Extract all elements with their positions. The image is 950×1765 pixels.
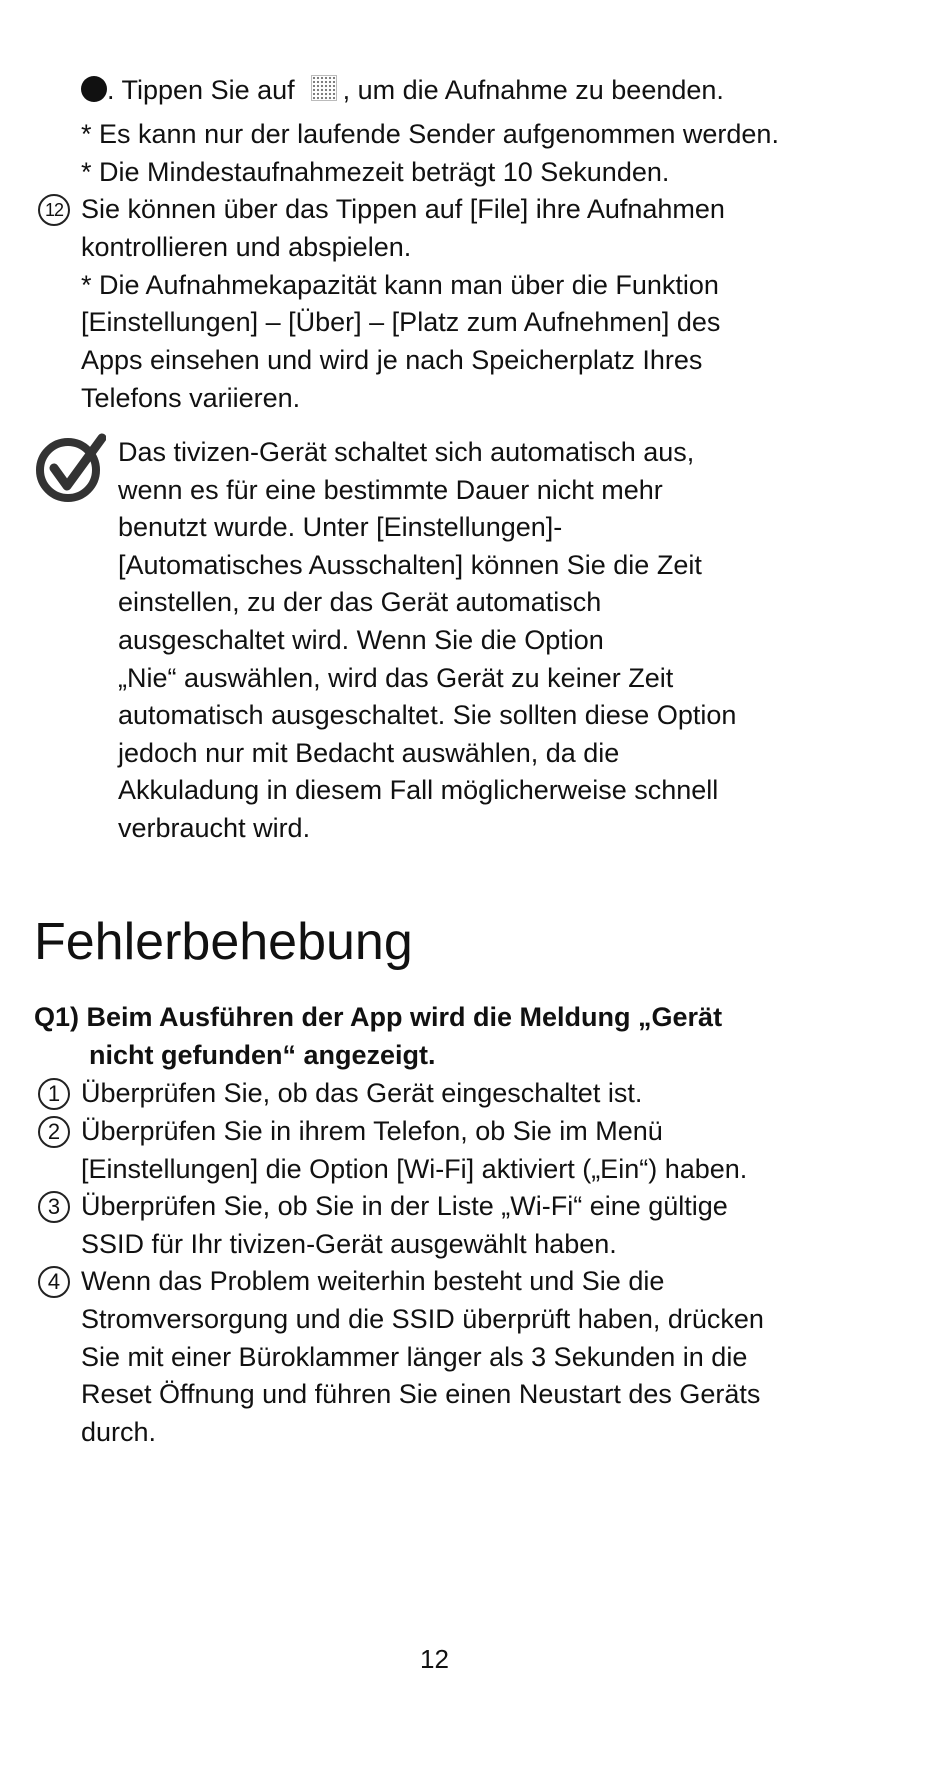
stop-line-text-start: . Tippen Sie auf bbox=[107, 75, 295, 105]
note-box-line: einstellen, zu der das Gerät automatisch bbox=[118, 587, 602, 617]
step-4-line: durch. bbox=[81, 1417, 157, 1447]
checkmark-note-icon bbox=[34, 432, 106, 504]
step-3-line: SSID für Ihr tivizen-Gerät ausgewählt haben. bbox=[81, 1229, 617, 1259]
note-box-line: wenn es für eine bestimmte Dauer nicht mehr bbox=[118, 475, 663, 505]
note-box-line: [Automatisches Ausschalten] können Sie die Zeit bbox=[118, 550, 702, 580]
note-box-line: verbraucht wird. bbox=[118, 813, 311, 843]
note-box-line: automatisch ausgeschaltet. Sie sollten diese Option bbox=[118, 700, 737, 730]
step-4-line: Reset Öffnung und führen Sie einen Neustart des Geräts bbox=[81, 1379, 761, 1409]
record-dot-icon bbox=[81, 76, 107, 102]
step-12-line: Sie können über das Tippen auf [File] ihre Aufnahmen bbox=[81, 194, 725, 224]
section-heading: Fehlerbehebung bbox=[34, 913, 413, 971]
step-4-line: Wenn das Problem weiterhin besteht und Sie die bbox=[81, 1266, 665, 1296]
step-4-number: 4 bbox=[38, 1266, 70, 1298]
step-12-number: 12 bbox=[38, 194, 70, 226]
step-4-line: Sie mit einer Büroklammer länger als 3 Sekunden in die bbox=[81, 1342, 748, 1372]
note-box-line: Das tivizen-Gerät schaltet sich automatisch aus, bbox=[118, 437, 695, 467]
step-12-line: * Die Aufnahmekapazität kann man über die Funktion bbox=[81, 270, 719, 300]
stop-grid-icon bbox=[311, 75, 337, 101]
note-box-line: benutzt wurde. Unter [Einstellungen]- bbox=[118, 512, 563, 542]
note-box-line: „Nie“ auswählen, wird das Gerät zu keiner Zeit bbox=[118, 663, 674, 693]
question-1-line: nicht gefunden“ angezeigt. bbox=[89, 1040, 436, 1070]
note-box-line: jedoch nur mit Bedacht auswählen, da die bbox=[118, 738, 620, 768]
step-1-line: Überprüfen Sie, ob das Gerät eingeschaltet ist. bbox=[81, 1078, 643, 1108]
step-2-line: Überprüfen Sie in ihrem Telefon, ob Sie im Menü bbox=[81, 1116, 663, 1146]
note-live-channel: * Es kann nur der laufende Sender aufgenommen werden. bbox=[81, 119, 779, 149]
step-2-number: 2 bbox=[38, 1116, 70, 1148]
step-4-line: Stromversorgung und die SSID überprüft haben, drücken bbox=[81, 1304, 764, 1334]
step-12-line: [Einstellungen] – [Über] – [Platz zum Aufnehmen] des bbox=[81, 307, 721, 337]
stop-line-text-end: , um die Aufnahme zu beenden. bbox=[342, 75, 724, 105]
page-number: 12 bbox=[420, 1644, 449, 1674]
step-12-line: Apps einsehen und wird je nach Speicherplatz Ihres bbox=[81, 345, 703, 375]
note-box-line: Akkuladung in diesem Fall möglicherweise schnell bbox=[118, 775, 719, 805]
note-box-line: ausgeschaltet wird. Wenn Sie die Option bbox=[118, 625, 604, 655]
stop-recording-line bbox=[81, 72, 724, 109]
step-3-number: 3 bbox=[38, 1191, 70, 1223]
step-12-line: Telefons variieren. bbox=[81, 383, 301, 413]
step-3-line: Überprüfen Sie, ob Sie in der Liste „Wi-Fi“ eine gültige bbox=[81, 1191, 728, 1221]
step-2-line: [Einstellungen] die Option [Wi-Fi] aktiviert („Ein“) haben. bbox=[81, 1154, 748, 1184]
question-1-line: Q1) Beim Ausführen der App wird die Meldung „Gerät bbox=[34, 1002, 723, 1032]
step-1-number: 1 bbox=[38, 1078, 70, 1110]
step-12-line: kontrollieren und abspielen. bbox=[81, 232, 412, 262]
note-min-record-time: * Die Mindestaufnahmezeit beträgt 10 Sekunden. bbox=[81, 157, 670, 187]
